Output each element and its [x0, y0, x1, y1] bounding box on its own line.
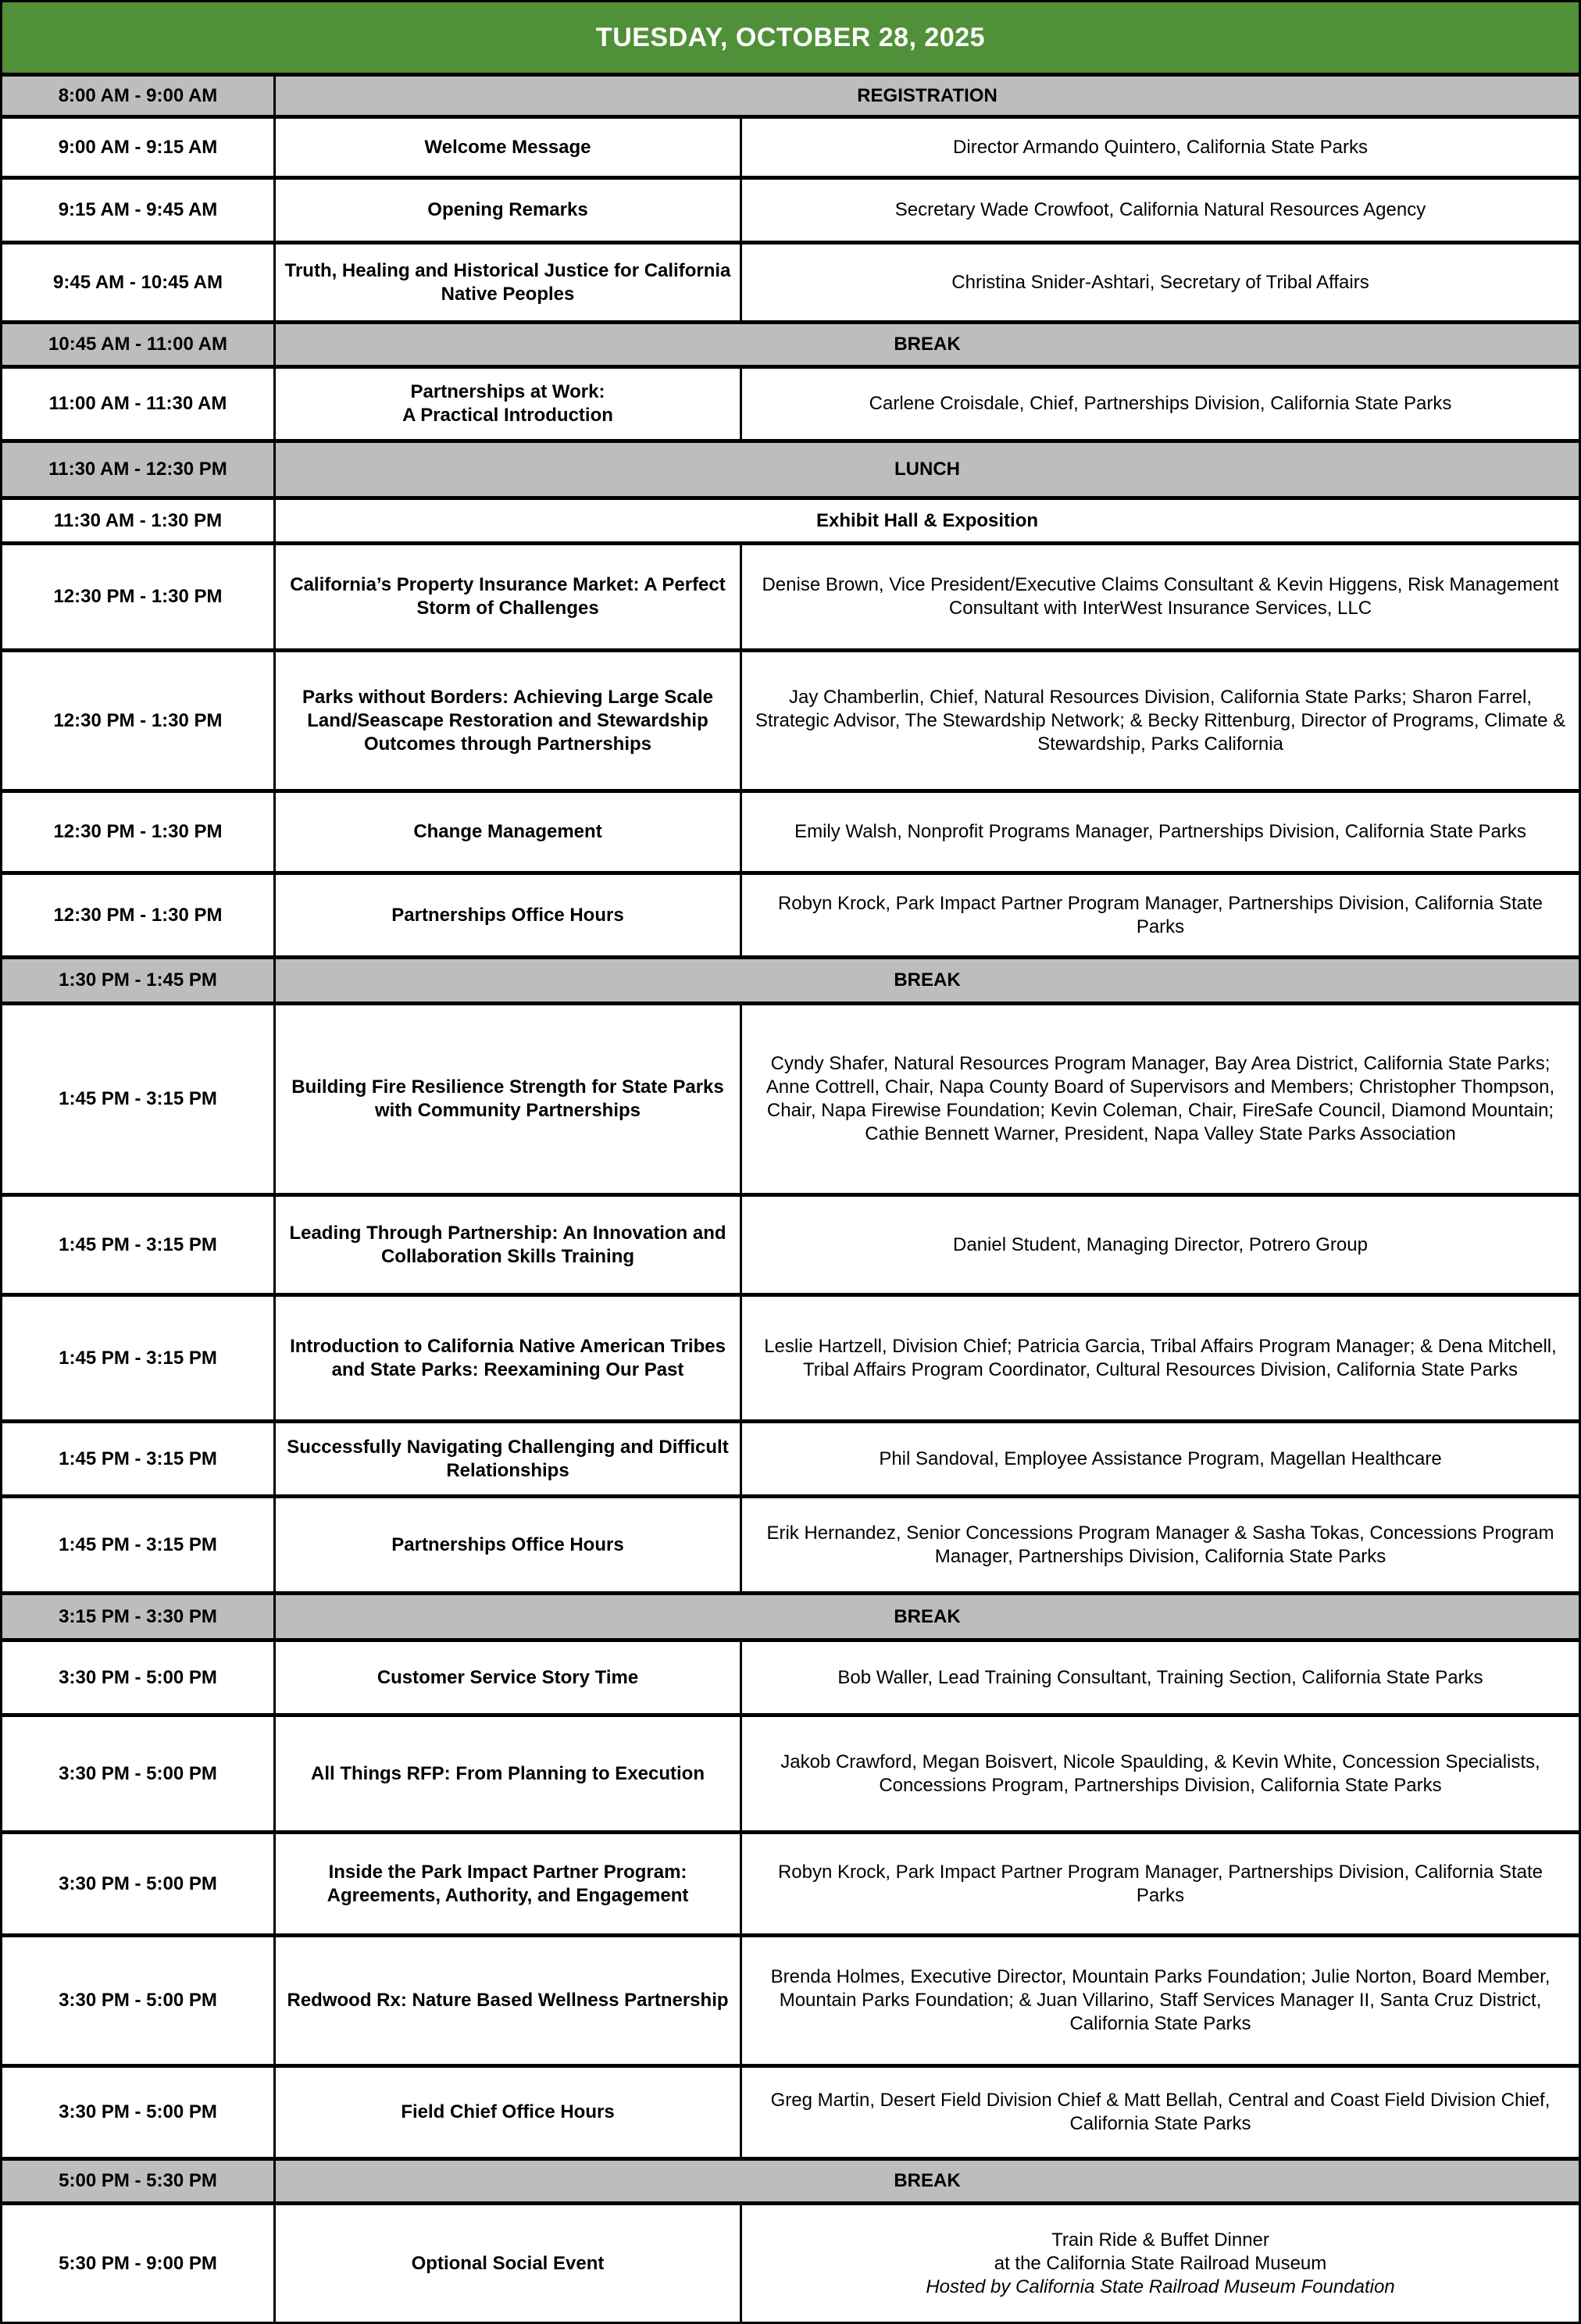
session-title-line: All Things RFP: From Planning to Execution	[311, 1762, 705, 1784]
session-title-line: Partnerships Office Hours	[391, 1533, 624, 1555]
presenter-cell: Christina Snider-Ashtari, Secretary of Tribal Affairs	[951, 271, 1369, 293]
time-cell: 11:00 AM - 11:30 AM	[2, 369, 276, 439]
time-cell: 3:30 PM - 5:00 PM	[2, 2068, 276, 2157]
band-label: BREAK	[894, 969, 961, 991]
agenda-session-row	[2, 1297, 1579, 1423]
session-title-line: A Practical Introduction	[402, 405, 613, 426]
session-title-cell	[276, 545, 742, 648]
session-title-cell	[276, 1197, 742, 1293]
agenda-session-row	[2, 875, 1579, 959]
session-title-cell	[276, 1717, 742, 1830]
session-title-line: Leading Through Partnership: An Innovation and Collaboration Skills Training	[289, 1222, 726, 1267]
session-title-cell	[276, 369, 742, 439]
merged-event-label: Exhibit Hall & Exposition	[815, 509, 1039, 531]
session-title-line: Successfully Navigating Challenging and Difficult Relationships	[287, 1436, 729, 1481]
day-title: TUESDAY, OCTOBER 28, 2025	[595, 22, 986, 52]
presenter-cell: Greg Martin, Desert Field Division Chief & Matt Bellah, Central and Coast Field Division Chief, California State Parks	[770, 2090, 1551, 2134]
agenda-band-row	[2, 959, 1579, 1005]
agenda-session-row	[2, 1498, 1579, 1595]
agenda-band-row	[2, 324, 1579, 369]
time-cell: 9:00 AM - 9:15 AM	[2, 119, 276, 176]
time-cell: 9:15 AM - 9:45 AM	[2, 180, 276, 241]
session-title-line: Opening Remarks	[427, 199, 588, 220]
presenter-line: Train Ride & Buffet Dinner	[1051, 2229, 1269, 2251]
session-title-line: Customer Service Story Time	[377, 1666, 639, 1688]
presenter-cell: Carlene Croisdale, Chief, Partnerships Division, California State Parks	[869, 393, 1452, 414]
band-label: BREAK	[894, 334, 961, 355]
agenda-session-row	[2, 1005, 1579, 1197]
agenda-session-row	[2, 652, 1579, 793]
time-cell: 9:45 AM - 10:45 AM	[2, 245, 276, 320]
band-label: LUNCH	[894, 459, 960, 480]
session-title-line: Truth, Healing and Historical Justice for California Native Peoples	[284, 259, 731, 305]
agenda-band-row	[2, 443, 1579, 500]
time-cell: 11:30 AM - 12:30 PM	[2, 443, 276, 496]
agenda-band-row	[2, 77, 1579, 119]
time-cell: 11:30 AM - 1:30 PM	[2, 500, 276, 541]
session-title-cell	[276, 875, 742, 955]
session-title-line: Optional Social Event	[411, 2252, 605, 2274]
session-title-cell	[276, 2205, 742, 2322]
session-title-cell	[276, 119, 742, 176]
presenter-cell: Secretary Wade Crowfoot, California Natural Resources Agency	[894, 199, 1426, 220]
agenda-session-row	[2, 2068, 1579, 2161]
time-cell: 12:30 PM - 1:30 PM	[2, 793, 276, 871]
presenter-cell: Emily Walsh, Nonprofit Programs Manager, Partnerships Division, California State Parks	[794, 821, 1526, 842]
session-title-line: Parks without Borders: Achieving Large Scale Land/Seascape Restoration and Stewardship Outcomes through Partnerships	[302, 686, 713, 755]
time-cell: 10:45 AM - 11:00 AM	[2, 324, 276, 365]
session-title-cell	[276, 1423, 742, 1494]
presenter-host-note: Hosted by California State Railroad Museum Foundation	[926, 2276, 1395, 2297]
agenda-session-row	[2, 119, 1579, 180]
agenda-session-row	[2, 1642, 1579, 1717]
presenter-cell: Cyndy Shafer, Natural Resources Program Manager, Bay Area District, California State Parks; Anne Cottrell, Chair, Napa County Board of Supervisors and Members; Christopher Thompson, Chair, Napa Firewise Foundation; Kevin Coleman, Chair, FireSafe Council, Diamond Mountain; Cathie Bennett Warner, President, Napa Valley State Parks Association	[766, 1053, 1555, 1144]
presenter-cell: Daniel Student, Managing Director, Potrero Group	[953, 1233, 1368, 1255]
session-title-line: California’s Property Insurance Market: A Perfect Storm of Challenges	[290, 574, 726, 619]
session-title-cell	[276, 1005, 742, 1193]
band-label: BREAK	[894, 2170, 961, 2191]
agenda-session-row	[2, 180, 1579, 245]
time-cell: 1:45 PM - 3:15 PM	[2, 1498, 276, 1591]
presenter-cell: Director Armando Quintero, California State Parks	[953, 136, 1368, 158]
presenter-cell: Denise Brown, Vice President/Executive Claims Consultant & Kevin Higgens, Risk Management Consultant with InterWest Insurance Services, LLC	[762, 574, 1559, 619]
presenter-line: at the California State Railroad Museum	[994, 2252, 1327, 2274]
presenter-cell: Jay Chamberlin, Chief, Natural Resources Division, California State Parks; Sharon Farrel, Strategic Advisor, The Stewardship Network; & Becky Rittenburg, Director of Programs, Climate & Stewardship, Parks California	[755, 686, 1566, 755]
agenda-session-row	[2, 245, 1579, 324]
agenda-session-row	[2, 369, 1579, 443]
time-cell: 1:45 PM - 3:15 PM	[2, 1005, 276, 1193]
time-cell: 1:45 PM - 3:15 PM	[2, 1197, 276, 1293]
session-title-line: Redwood Rx: Nature Based Wellness Partnership	[287, 1990, 729, 2011]
time-cell: 12:30 PM - 1:30 PM	[2, 545, 276, 648]
session-title-line: Change Management	[413, 821, 602, 842]
agenda-rows	[2, 77, 1579, 2322]
session-title-cell	[276, 245, 742, 320]
time-cell: 12:30 PM - 1:30 PM	[2, 652, 276, 789]
day-header-band	[2, 2, 1579, 77]
presenter-cell: Brenda Holmes, Executive Director, Mountain Parks Foundation; Julie Norton, Board Member, Mountain Parks Foundation; & Juan Villarino, Staff Services Manager II, Santa Cruz District, California State Parks	[770, 1966, 1551, 2034]
session-title-cell	[276, 793, 742, 871]
agenda-session-row	[2, 1937, 1579, 2068]
time-cell: 3:30 PM - 5:00 PM	[2, 1642, 276, 1713]
agenda-session-row	[2, 1717, 1579, 1834]
session-title-line: Welcome Message	[424, 136, 591, 158]
time-cell: 3:30 PM - 5:00 PM	[2, 1937, 276, 2064]
time-cell: 3:15 PM - 3:30 PM	[2, 1595, 276, 1638]
time-cell: 3:30 PM - 5:00 PM	[2, 1717, 276, 1830]
session-title-cell	[276, 1642, 742, 1713]
presenter-cell: Robyn Krock, Park Impact Partner Program Manager, Partnerships Division, California State Parks	[777, 1861, 1544, 1906]
band-label: BREAK	[894, 1605, 961, 1627]
agenda-band-row	[2, 1595, 1579, 1642]
time-cell: 12:30 PM - 1:30 PM	[2, 875, 276, 955]
agenda-session-row	[2, 545, 1579, 652]
session-title-cell	[276, 1937, 742, 2064]
time-cell: 8:00 AM - 9:00 AM	[2, 77, 276, 115]
presenter-cell: Robyn Krock, Park Impact Partner Program Manager, Partnerships Division, California State Parks	[777, 892, 1544, 937]
time-cell: 1:30 PM - 1:45 PM	[2, 959, 276, 1001]
agenda-session-row	[2, 1834, 1579, 1937]
agenda-session-row	[2, 2205, 1579, 2322]
time-cell: 5:00 PM - 5:30 PM	[2, 2161, 276, 2201]
session-title-cell	[276, 2068, 742, 2157]
time-cell: 5:30 PM - 9:00 PM	[2, 2205, 276, 2322]
agenda-session-row	[2, 793, 1579, 875]
presenter-cell: Phil Sandoval, Employee Assistance Program, Magellan Healthcare	[879, 1448, 1442, 1469]
session-title-cell	[276, 1834, 742, 1933]
agenda-band-row	[2, 2161, 1579, 2205]
presenter-cell: Erik Hernandez, Senior Concessions Program Manager & Sasha Tokas, Concessions Program Manager, Partnerships Division, California State Parks	[766, 1522, 1554, 1567]
session-title-line: Partnerships Office Hours	[391, 904, 624, 926]
session-title-line: Inside the Park Impact Partner Program: Agreements, Authority, and Engagement	[327, 1861, 689, 1906]
presenter-cell	[742, 2205, 1579, 2322]
session-title-line: Partnerships at Work:	[410, 381, 605, 402]
session-title-line: Field Chief Office Hours	[401, 2101, 615, 2122]
session-title-cell	[276, 1297, 742, 1419]
time-cell: 3:30 PM - 5:00 PM	[2, 1834, 276, 1933]
agenda-session-row	[2, 1197, 1579, 1297]
session-title-cell	[276, 1498, 742, 1591]
session-title-line: Introduction to California Native American Tribes and State Parks: Reexamining Our Past	[290, 1335, 726, 1380]
band-label: REGISTRATION	[857, 84, 997, 106]
time-cell: 1:45 PM - 3:15 PM	[2, 1297, 276, 1419]
session-title-cell	[276, 180, 742, 241]
agenda-session-row	[2, 1423, 1579, 1498]
presenter-cell: Leslie Hartzell, Division Chief; Patricia Garcia, Tribal Affairs Program Manager; & Dena Mitchell, Tribal Affairs Program Coordinator, Cultural Resources Division, California State Parks	[764, 1335, 1557, 1380]
presenter-cell: Bob Waller, Lead Training Consultant, Training Section, California State Parks	[837, 1666, 1483, 1688]
session-title-line: Building Fire Resilience Strength for State Parks with Community Partnerships	[291, 1076, 724, 1121]
time-cell: 1:45 PM - 3:15 PM	[2, 1423, 276, 1494]
session-title-cell	[276, 652, 742, 789]
agenda-band-row	[2, 500, 1579, 545]
presenter-cell: Jakob Crawford, Megan Boisvert, Nicole Spaulding, & Kevin White, Concession Specialists, Concessions Program, Partnerships Division, California State Parks	[780, 1751, 1540, 1796]
